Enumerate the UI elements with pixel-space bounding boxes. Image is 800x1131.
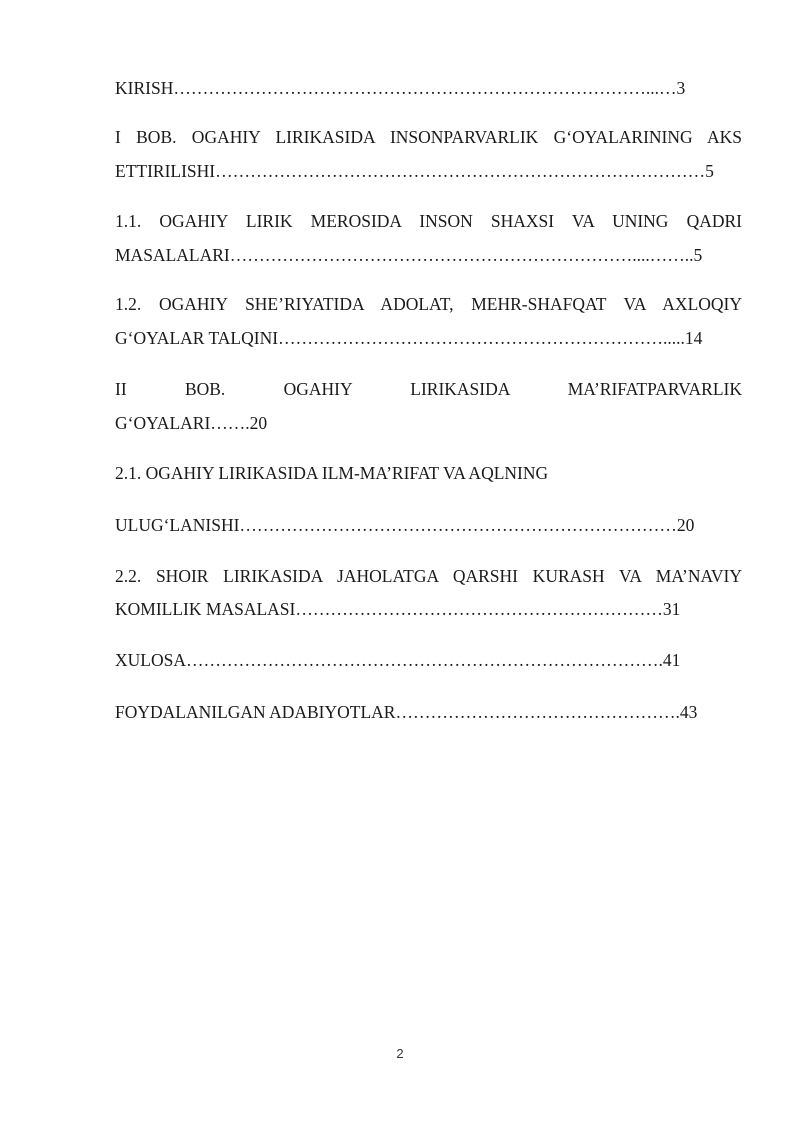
toc-entry-xulosa: XULOSA……………………………………………………………………….41 bbox=[115, 650, 681, 670]
toc-entry-section-1-2-title: 1.2. OGAHIY SHE’RIYATIDA ADOLAT, MEHR-SHAFQAT VA AXLOQIY bbox=[115, 294, 742, 314]
toc-entry-section-1-2-continuation: G‘OYALAR TALQINI………………………………………………………….....14 bbox=[115, 328, 703, 348]
page-number: 2 bbox=[396, 1046, 404, 1061]
toc-entry-chapter-2-title: II BOB. OGAHIY LIRIKASIDA MA’RIFATPARVARLIK bbox=[115, 379, 742, 399]
toc-entry-adabiyotlar: FOYDALANILGAN ADABIYOTLAR………………………………………….43 bbox=[115, 702, 698, 722]
toc-entry-chapter-1-continuation: ETTIRILISHI…………………………………………………………………………5 bbox=[115, 161, 714, 181]
toc-entry-chapter-1-title: I BOB. OGAHIY LIRIKASIDA INSONPARVARLIK G‘OYALARINING AKS bbox=[115, 127, 742, 147]
toc-entry-kirish: KIRISH………………………………………………………………………...…3 bbox=[115, 78, 686, 98]
toc-entry-section-2-1-title: 2.1. OGAHIY LIRIKASIDA ILM-MA’RIFAT VA AQLNING bbox=[115, 463, 549, 483]
toc-entry-section-1-1-title: 1.1. OGAHIY LIRIK MEROSIDA INSON SHAXSI VA UNING QADRI bbox=[115, 211, 742, 231]
toc-entry-section-2-2-title: 2.2. SHOIR LIRIKASIDA JAHOLATGA QARSHI KURASH VA MA’NAVIY bbox=[115, 566, 742, 586]
toc-entry-chapter-2-continuation: G‘OYALARI…….20 bbox=[115, 413, 268, 433]
toc-entry-section-2-1-continuation: ULUG‘LANISHI…………………………………………………………………20 bbox=[115, 515, 695, 535]
toc-entry-section-2-2-continuation: KOMILLIK MASALASI………………………………………………………31 bbox=[115, 599, 681, 619]
toc-entry-section-1-1-continuation: MASALALARI……………………………………………………………....……..5 bbox=[115, 245, 703, 265]
